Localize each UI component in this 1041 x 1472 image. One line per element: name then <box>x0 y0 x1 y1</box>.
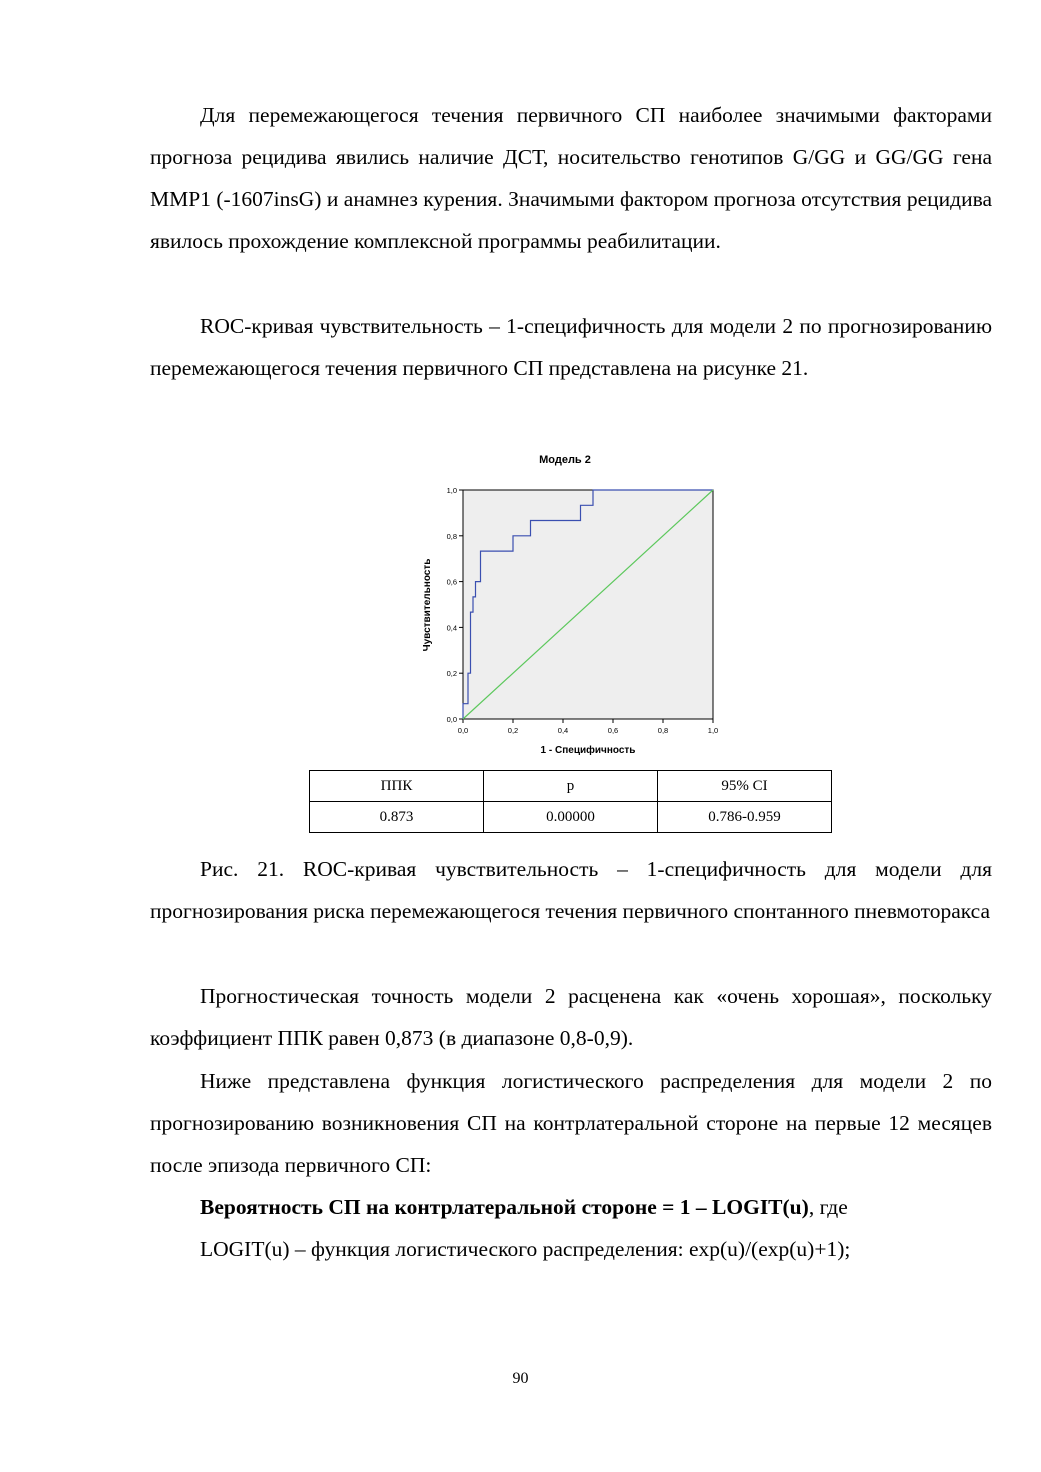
paragraph-1: Для перемежающегося течения первичного СП наиболее значимыми факторами прогноза рецидива явились наличие ДСТ, носительство генотипов G/GG и GG/GG гена MMP1 (-1607insG) и анамнез курения. Значимыми фактором прогноза отсутствия рецидива явилось прохождение комплексной программы реабилитации. <box>150 103 992 253</box>
x-tick-label: 0,6 <box>607 726 619 735</box>
y-axis-label: Чувствительность <box>422 558 433 652</box>
paragraph-5: Ниже представлена функция логистического распределения для модели 2 по прогнозированию возникновения СП на контрлатеральной стороне на первые 12 месяцев после эпизода первичного СП: <box>150 1069 992 1177</box>
header-cell-ci: 95% CI <box>658 771 832 802</box>
x-tick-label: 0,8 <box>657 726 669 735</box>
y-tick-label: 0,8 <box>446 531 457 541</box>
paragraph-2: ROC-кривая чувствительность – 1-специфичность для модели 2 по прогнозированию перемежающегося течения первичного СП представлена на рисунке 21. <box>150 314 992 380</box>
x-tick-label: 0,0 <box>457 726 469 735</box>
x-axis-label: 1 - Специфичность <box>540 745 636 756</box>
page-number: 90 <box>512 1370 529 1387</box>
figure-caption: Рис. 21. ROC-кривая чувствительность – 1-специфичность для модели для прогнозирования риска перемежающегося течения первичного спонтанного пневмоторакса <box>150 857 992 923</box>
y-axis <box>447 486 463 724</box>
y-tick-label: 0,0 <box>446 715 457 724</box>
formula-line <box>200 1186 1000 1228</box>
y-tick-label: 0,2 <box>446 669 457 679</box>
roc-chart-svg <box>410 445 730 765</box>
table-row <box>310 802 832 833</box>
cell-auc: 0.873 <box>310 802 484 833</box>
auc-table <box>309 770 832 833</box>
cell-ci: 0.786-0.959 <box>658 802 832 833</box>
x-tick-label: 0,4 <box>557 726 569 735</box>
cell-p: 0.00000 <box>484 802 658 833</box>
y-tick-label: 0,4 <box>446 623 457 633</box>
y-tick-label: 1,0 <box>446 486 457 495</box>
roc-chart <box>410 445 730 765</box>
header-cell-p: p <box>484 771 658 802</box>
y-tick-label: 0,6 <box>446 577 457 587</box>
x-tick-label: 1,0 <box>707 726 719 735</box>
formula-bold: Вероятность СП на контрлатеральной стороне = 1 – LOGIT(u) <box>200 1195 809 1219</box>
paragraph-4: Прогностическая точность модели 2 расценена как «очень хорошая», поскольку коэффициент ППК равен 0,873 (в диапазоне 0,8-0,9). <box>150 984 992 1050</box>
header-cell-auc: ППК <box>310 771 484 802</box>
x-axis <box>458 719 718 735</box>
table-header-row <box>310 771 832 802</box>
formula-tail: , где <box>808 1195 848 1219</box>
x-tick-label: 0,2 <box>507 726 519 735</box>
formula-definition: LOGIT(u) – функция логистического распределения: exp(u)/(exp(u)+1); <box>200 1237 851 1261</box>
chart-title: Модель 2 <box>539 454 591 466</box>
